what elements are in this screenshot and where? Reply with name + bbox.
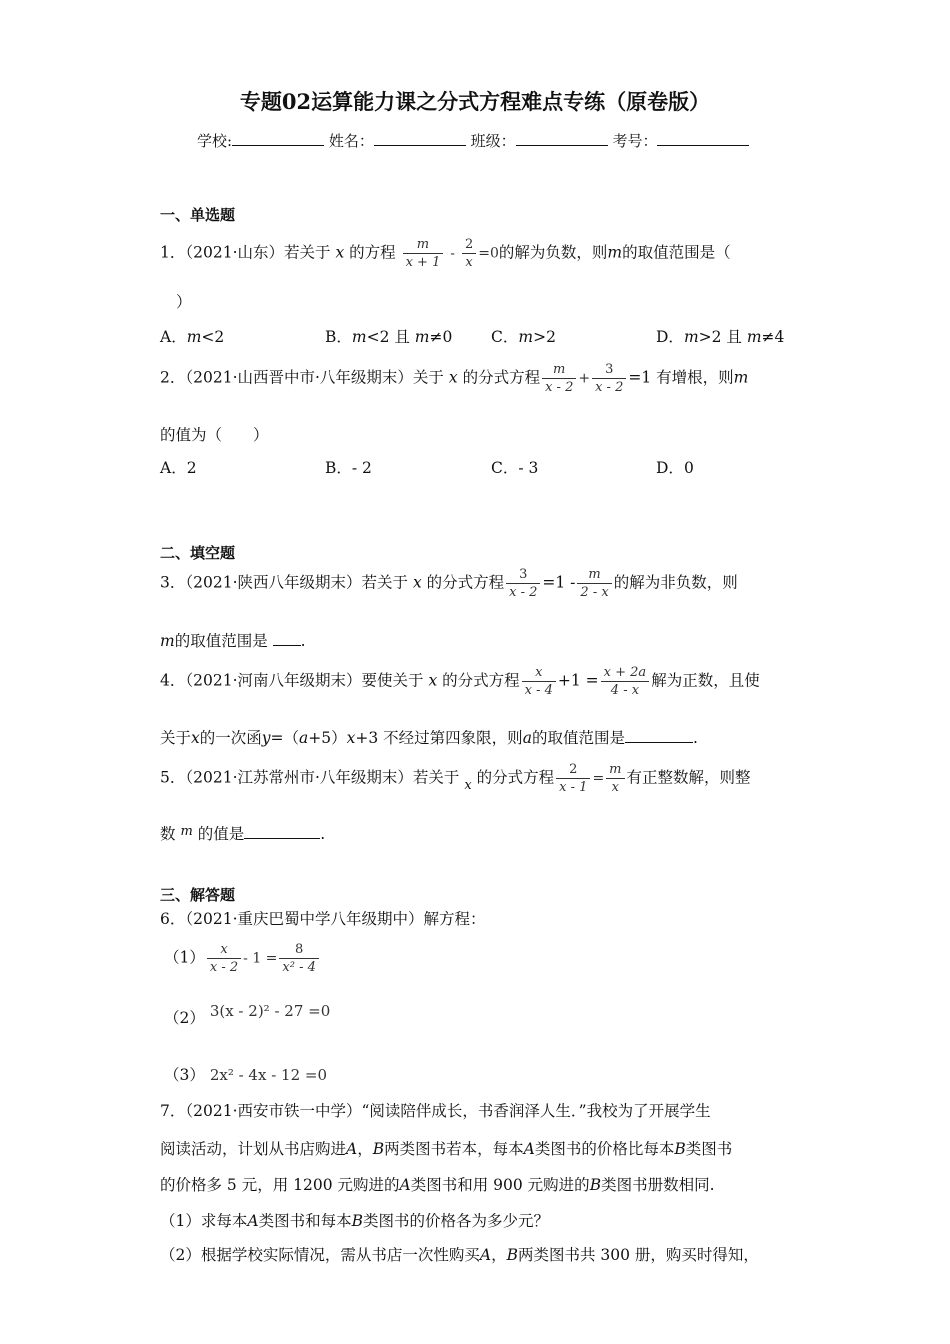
question-source: （2021·江苏常州市·八年级期末）若关于 bbox=[185, 768, 460, 787]
fraction-numerator: 2 bbox=[569, 762, 578, 777]
question-text: . bbox=[692, 729, 698, 747]
question-text: 的取值范围是（ bbox=[622, 243, 731, 262]
part-label: （3） bbox=[164, 1066, 205, 1084]
option-text: ≠0 bbox=[429, 328, 453, 346]
school-blank[interactable] bbox=[232, 131, 324, 146]
variable-m: m bbox=[607, 243, 623, 262]
question-text: 类图书的价格比每本 bbox=[534, 1140, 675, 1158]
variable-m: m bbox=[180, 824, 193, 839]
fraction-numerator: x bbox=[535, 665, 543, 680]
question-1 bbox=[160, 236, 731, 271]
question-6-part-2 bbox=[164, 1002, 331, 1028]
question-source: （2021·山西晋中市·八年级期末）关于 bbox=[185, 368, 444, 387]
section-heading-single-choice: 一、单选题 bbox=[160, 206, 236, 224]
variable-m: m bbox=[414, 328, 430, 346]
variable-A: A bbox=[399, 1176, 411, 1194]
question-number: 6． bbox=[160, 910, 186, 928]
variable-m: m bbox=[733, 368, 749, 387]
option-text: >2 bbox=[533, 328, 556, 346]
number-label: 考号： bbox=[612, 132, 658, 150]
question-3-line2 bbox=[160, 629, 306, 651]
math-operator: =0 bbox=[478, 245, 499, 262]
variable-x: x bbox=[448, 368, 458, 387]
option-text: 0 bbox=[683, 459, 694, 477]
fraction-denominator: x - 2 bbox=[592, 378, 626, 396]
fraction-numerator: x + 2a bbox=[603, 665, 647, 680]
question-text: 关于 bbox=[160, 729, 192, 747]
option-b[interactable] bbox=[325, 325, 452, 347]
option-label: A． bbox=[160, 459, 187, 477]
variable-A: A bbox=[346, 1140, 358, 1158]
option-c[interactable] bbox=[491, 325, 556, 347]
variable-B: B bbox=[372, 1140, 385, 1158]
question-text: 类图书的价格各为多少元？ bbox=[362, 1212, 549, 1230]
class-blank[interactable] bbox=[516, 131, 608, 146]
variable-B: B bbox=[674, 1140, 686, 1158]
question-text: . bbox=[320, 825, 326, 843]
fraction-numerator: 3 bbox=[605, 362, 614, 377]
option-text: ≠4 bbox=[761, 328, 785, 346]
question-source: （2021·山东）若关于 bbox=[185, 243, 331, 262]
variable-A: A bbox=[523, 1140, 535, 1158]
question-text: 类图书册数相同. bbox=[601, 1176, 715, 1194]
question-text: 的一次函 bbox=[199, 729, 262, 747]
fraction-numerator: 3 bbox=[519, 567, 528, 582]
student-info-line bbox=[197, 130, 749, 151]
fraction-numerator: x bbox=[220, 942, 228, 957]
variable-B: B bbox=[351, 1212, 363, 1230]
question-text: （1）求每本 bbox=[160, 1212, 248, 1230]
question-text: +5） bbox=[308, 729, 347, 747]
question-text: 类图书和用 900 元购进的 bbox=[410, 1176, 590, 1194]
option-b[interactable] bbox=[325, 456, 372, 478]
question-text: . bbox=[300, 632, 306, 650]
question-text: 有正整数解，则整 bbox=[626, 768, 751, 787]
variable-y: y bbox=[261, 729, 271, 747]
section-heading-solve: 三、解答题 bbox=[160, 886, 236, 904]
question-3 bbox=[160, 566, 738, 601]
variable-m: m bbox=[746, 328, 762, 346]
variable-A: A bbox=[479, 1246, 492, 1264]
option-label: B． bbox=[325, 459, 352, 477]
question-text: 类图书 bbox=[685, 1140, 733, 1158]
question-text: ， bbox=[357, 1140, 373, 1158]
name-label: 姓名： bbox=[328, 132, 374, 150]
fraction-numerator: m bbox=[609, 762, 622, 777]
variable-x: x bbox=[464, 777, 472, 793]
question-text: 的分式方程 bbox=[462, 368, 541, 387]
fraction-denominator: x bbox=[462, 253, 476, 271]
option-label: C． bbox=[491, 459, 519, 477]
question-number: 2． bbox=[160, 368, 186, 387]
fraction bbox=[207, 941, 241, 976]
answer-blank[interactable] bbox=[625, 728, 693, 743]
option-text: >2 且 bbox=[698, 328, 747, 346]
fraction bbox=[542, 361, 576, 396]
question-text: 的取值范围是 bbox=[174, 632, 268, 650]
question-source: （2021·陕西八年级期末）若关于 bbox=[185, 573, 408, 592]
fraction-denominator: x bbox=[606, 778, 624, 796]
question-6 bbox=[160, 907, 486, 929]
fraction bbox=[522, 664, 556, 699]
option-text: <2 且 bbox=[366, 328, 415, 346]
question-source: （2021·河南八年级期末）要使关于 bbox=[185, 671, 424, 690]
math-operator: = bbox=[592, 770, 605, 787]
name-blank[interactable] bbox=[374, 131, 466, 146]
variable-x: x bbox=[346, 729, 356, 747]
fraction bbox=[403, 236, 444, 271]
question-4-line2 bbox=[160, 726, 698, 748]
question-5-line2 bbox=[160, 822, 325, 844]
math-operator: - bbox=[450, 245, 456, 262]
question-text: +3 不经过第四象限，则 bbox=[355, 729, 523, 747]
question-text: （2）根据学校实际情况，需从书店一次性购买 bbox=[160, 1246, 480, 1264]
fraction-numerator: 2 bbox=[464, 237, 474, 252]
question-6-part-3 bbox=[164, 1063, 327, 1085]
fraction bbox=[506, 566, 540, 601]
fraction bbox=[606, 761, 624, 796]
question-text: 解为正数，且使 bbox=[651, 671, 760, 690]
question-source: （2021·重庆巴蜀中学八年级期中）解方程： bbox=[185, 910, 486, 928]
variable-m: m bbox=[351, 328, 367, 346]
option-a[interactable] bbox=[160, 325, 224, 347]
fraction-denominator: 2 - x bbox=[577, 583, 611, 601]
question-2-line2: 的值为（ ） bbox=[160, 426, 269, 444]
variable-m: m bbox=[186, 328, 202, 346]
question-number: 7． bbox=[160, 1102, 186, 1120]
option-a[interactable] bbox=[160, 456, 197, 478]
variable-x: x bbox=[191, 729, 200, 747]
question-7 bbox=[160, 1099, 711, 1121]
question-2 bbox=[160, 361, 748, 396]
option-label: D． bbox=[656, 459, 684, 477]
question-text: 的解为非负数，则 bbox=[613, 573, 738, 592]
fraction bbox=[556, 761, 590, 796]
number-blank[interactable] bbox=[657, 131, 749, 146]
question-4 bbox=[160, 664, 760, 699]
variable-x: x bbox=[335, 243, 345, 262]
option-label: C． bbox=[491, 328, 519, 346]
fraction-denominator: x - 2 bbox=[207, 958, 241, 976]
question-text: 类图书和每本 bbox=[258, 1212, 352, 1230]
variable-a: a bbox=[522, 729, 532, 747]
fraction bbox=[577, 566, 611, 601]
question-7-line2 bbox=[160, 1137, 732, 1159]
fraction bbox=[462, 236, 476, 271]
part-label: （2） bbox=[164, 1009, 205, 1027]
option-c[interactable] bbox=[491, 456, 538, 478]
option-text: <2 bbox=[201, 328, 225, 346]
question-5 bbox=[160, 761, 751, 796]
question-text: 两类图书若本，每本 bbox=[384, 1140, 524, 1158]
fraction bbox=[601, 664, 650, 699]
question-text: 阅读活动，计划从书店购进 bbox=[160, 1140, 347, 1158]
fraction-denominator: 4 - x bbox=[601, 681, 650, 699]
question-7-part-1 bbox=[160, 1209, 549, 1231]
variable-m: m bbox=[160, 632, 175, 650]
page-title: 专题02运算能力课之分式方程难点专练（原卷版） bbox=[239, 89, 711, 114]
fraction-numerator: m bbox=[553, 362, 566, 377]
option-d[interactable] bbox=[656, 456, 694, 478]
fraction-numerator: m bbox=[588, 567, 601, 582]
math-operator: =1 - bbox=[542, 573, 576, 592]
question-1-paren: ） bbox=[176, 293, 192, 311]
question-text: 的分式方程 bbox=[476, 768, 555, 787]
question-7-part-2 bbox=[160, 1243, 759, 1265]
question-text: 的取值范围是 bbox=[531, 729, 625, 747]
question-number: 4． bbox=[160, 671, 186, 690]
question-text: 的值是 bbox=[197, 825, 245, 843]
option-text: - 2 bbox=[351, 459, 372, 477]
fraction bbox=[592, 361, 626, 396]
part-label: （1） bbox=[164, 948, 205, 967]
fraction-denominator: x - 4 bbox=[522, 681, 556, 699]
class-label: 班级： bbox=[470, 132, 516, 150]
question-text: 的分式方程 bbox=[426, 573, 505, 592]
variable-x: x bbox=[428, 671, 438, 690]
fraction-denominator: x - 1 bbox=[556, 778, 590, 796]
variable-x: x bbox=[412, 573, 422, 592]
question-number: 5． bbox=[160, 768, 186, 787]
question-text: 的分式方程 bbox=[442, 671, 520, 690]
school-label: 学校: bbox=[197, 132, 233, 150]
variable-a: a bbox=[299, 729, 309, 747]
variable-A: A bbox=[247, 1212, 259, 1230]
section-heading-fill-blank: 二、填空题 bbox=[160, 544, 236, 562]
question-text: 数 bbox=[160, 825, 176, 843]
question-text: =1 有增根，则 bbox=[628, 368, 734, 387]
math-operator: - 1 = bbox=[243, 950, 278, 967]
question-6-part-1 bbox=[164, 941, 321, 976]
question-text: 的方程 bbox=[349, 243, 396, 262]
option-text: 2 bbox=[186, 459, 197, 477]
fraction-denominator: x² - 4 bbox=[279, 958, 318, 976]
answer-blank[interactable] bbox=[273, 631, 301, 646]
math-operator: + bbox=[578, 370, 591, 387]
variable-B: B bbox=[589, 1176, 602, 1194]
question-number: 1． bbox=[160, 243, 186, 262]
variable-m: m bbox=[518, 328, 534, 346]
question-text: =（ bbox=[270, 729, 300, 747]
question-7-line3 bbox=[160, 1173, 715, 1195]
variable-B: B bbox=[506, 1246, 518, 1264]
question-text: 的解为负数，则 bbox=[498, 243, 608, 262]
option-label: A． bbox=[160, 328, 187, 346]
fraction-denominator: x - 2 bbox=[506, 583, 540, 601]
math-expression: 2x² - 4x - 12 =0 bbox=[209, 1066, 328, 1084]
option-d[interactable] bbox=[656, 325, 784, 347]
question-text: ， bbox=[491, 1246, 507, 1264]
variable-m: m bbox=[683, 328, 699, 346]
fraction-numerator: m bbox=[416, 237, 430, 252]
question-text: 两类图书共 300 册，购买时得知， bbox=[517, 1246, 759, 1264]
math-operator: +1 = bbox=[557, 671, 599, 690]
question-text: （2021·西安市铁一中学）“阅读陪伴成长，书香润泽人生．”我校为了开展学生 bbox=[185, 1102, 711, 1120]
option-text: - 3 bbox=[518, 459, 539, 477]
math-expression: 3(x - 2)² - 27 =0 bbox=[209, 1002, 331, 1020]
question-text: 的价格多 5 元，用 1200 元购进的 bbox=[160, 1176, 400, 1194]
option-label: B． bbox=[325, 328, 352, 346]
fraction-denominator: x - 2 bbox=[542, 378, 576, 396]
fraction-numerator: 8 bbox=[295, 942, 304, 957]
question-number: 3． bbox=[160, 573, 186, 592]
answer-blank[interactable] bbox=[244, 824, 320, 839]
option-label: D． bbox=[656, 328, 684, 346]
fraction bbox=[279, 941, 318, 976]
fraction-denominator: x + 1 bbox=[403, 253, 444, 271]
